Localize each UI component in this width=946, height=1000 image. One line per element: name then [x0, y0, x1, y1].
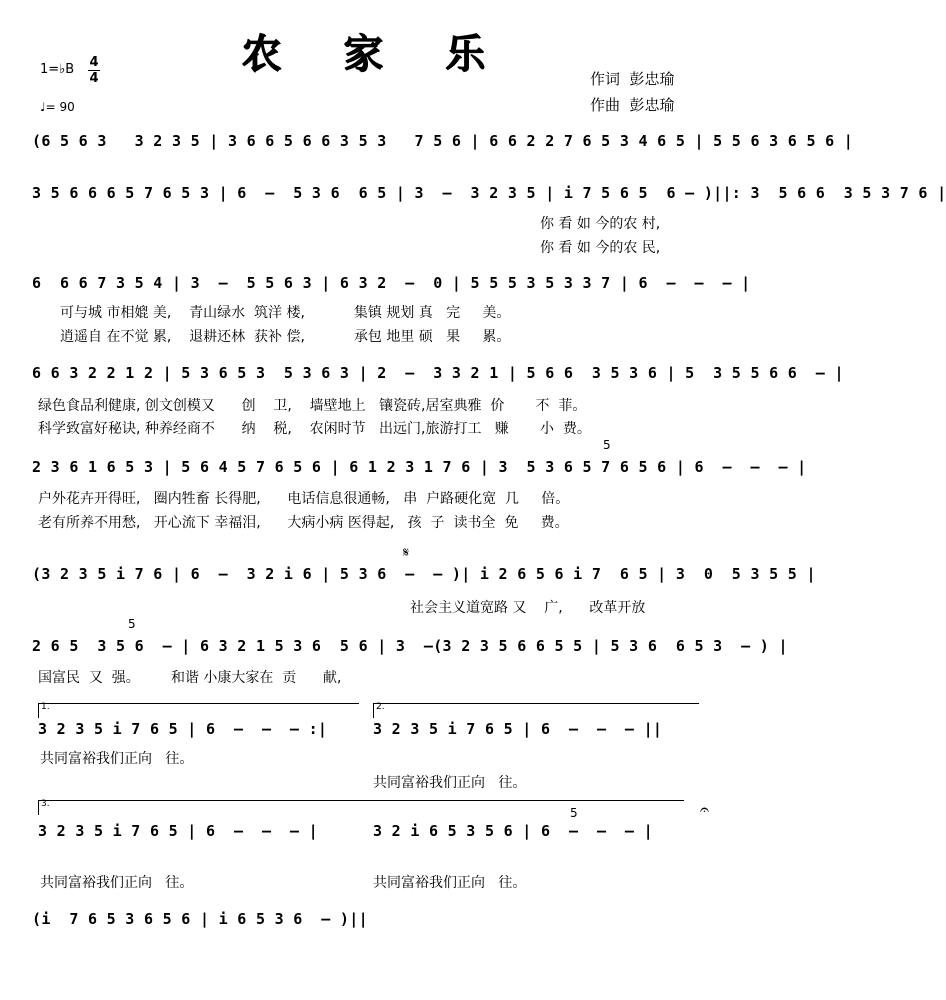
music-line-5: 2 3 6 1 6 5 3 | 5 6 4 5 7 6 5 6 | 6 1 2 3 1 7 6 | 3 5 3 6 5 7 6 5 6 | 6 – – – |	[32, 458, 807, 476]
lyricist-credit: 作词 彭忠瑜	[590, 70, 675, 88]
lyric-line-5-verse-1: 户外花卉开得旺, 圈内牲畜 长得肥, 电话信息很通畅, 串 户路硬化宽 几 倍。	[38, 491, 570, 507]
quintuplet-mark-2: 5	[128, 617, 136, 631]
music-line-2: 3 5 6 6 6 5 7 6 5 3 | 6 – 5 3 6 6 5 | 3 – 3 2 3 5 | i 7 5 6 5 6 – )||: 3 5 6 6 3 5 3 7 6 |	[32, 184, 946, 202]
music-line-7: 2 6 5 3 5 6 – | 6 3 2 1 5 3 6 5 6 | 3 –(3 2 3 5 6 6 5 5 | 5 3 6 6 5 3 – ) |	[32, 637, 788, 655]
music-line-6: (3 2 3 5 i 7 6 | 6 – 3 2 i 6 | 5 3 6 – – )| i 2 6 5 6 i 7 6 5 | 3 0 5 3 5 5 |	[32, 565, 816, 583]
music-line-1: (6 5 6 3 3 2 3 5 | 3 6 6 5 6 6 3 5 3 7 5 6 | 6 6 2 2 7 6 5 3 4 6 5 | 5 5 6 3 6 5 6 |	[32, 132, 854, 150]
lyric-line-5-verse-2: 老有所养不用愁, 开心流下 幸福泪, 大病小病 医得起, 孩 子 读书全 免 费。	[38, 515, 569, 531]
quintuplet-mark-3: 5	[570, 806, 578, 820]
lyric-line-7: 国富民 又 强。 和谐 小康大家在 贡 献,	[38, 670, 342, 686]
music-line-9-part-2: 3 2 i 6 5 3 5 6 | 6 – – – |	[373, 822, 653, 840]
time-signature	[88, 56, 100, 85]
music-line-10: (i 7 6 5 3 6 5 6 | i 6 5 3 6 – )||	[32, 910, 368, 928]
lyric-line-4-verse-1: 绿色食品利健康, 创文创模又 创 卫, 墙壁地上 镶瓷砖,居室典雅 价 不 菲。	[38, 398, 587, 414]
lyric-line-2-verse-2: 你 看 如 今的农 民,	[540, 240, 661, 256]
lyric-line-9-part-1: 共同富裕我们正向 往。	[40, 875, 194, 891]
key-signature: 1=♭B	[40, 62, 75, 77]
lyric-line-2-verse-1: 你 看 如 今的农 村,	[540, 216, 661, 232]
volta-2: 2.	[373, 703, 699, 718]
quintuplet-mark: 5	[603, 438, 611, 452]
lyric-line-8-ending-2: 共同富裕我们正向 往。	[373, 775, 527, 791]
music-line-4: 6 6 3 2 2 1 2 | 5 3 6 5 3 5 3 6 3 | 2 – 3 3 2 1 | 5 6 6 3 5 3 6 | 5 3 5 5 6 6 – |	[32, 364, 844, 382]
music-line-3: 6 6 6 7 3 5 4 | 3 – 5 5 6 3 | 6 3 2 – 0 | 5 5 5 3 5 3 3 7 | 6 – – – |	[32, 274, 751, 292]
meter-bottom: 4	[89, 71, 99, 86]
lyric-line-9-part-2: 共同富裕我们正向 往。	[373, 875, 527, 891]
song-title: 农 家 乐	[241, 31, 509, 77]
segno-icon: 𝄋	[403, 545, 410, 561]
lyric-line-3-verse-1: 可与城 市相媲 美, 青山绿水 筑洋 楼, 集镇 规划 真 完 美。	[60, 305, 511, 321]
composer-credit: 作曲 彭忠瑜	[590, 96, 675, 114]
music-line-9-part-1: 3 2 3 5 i 7 6 5 | 6 – – – |	[38, 822, 318, 840]
lyric-line-8-ending-1: 共同富裕我们正向 往。	[40, 751, 194, 767]
fermata-icon: 𝄐	[700, 800, 709, 819]
lyric-line-3-verse-2: 逍遥自 在不觉 累, 退耕还林 获补 偿, 承包 地里 硕 果 累。	[60, 329, 511, 345]
lyric-line-4-verse-2: 科学致富好秘诀, 种养经商不 纳 税, 农闲时节 出远门,旅游打工 赚 小 费。	[38, 421, 591, 437]
tempo-mark: ♩= 90	[40, 100, 75, 114]
meter-top: 4	[89, 55, 99, 70]
volta-3: 3.	[38, 800, 684, 815]
music-line-8-ending-2: 3 2 3 5 i 7 6 5 | 6 – – – ||	[373, 720, 663, 738]
lyric-line-6: 社会主义道宽路 又 广, 改革开放	[410, 600, 646, 616]
music-line-8-ending-1: 3 2 3 5 i 7 6 5 | 6 – – – :|	[38, 720, 328, 738]
volta-1: 1.	[38, 703, 359, 718]
